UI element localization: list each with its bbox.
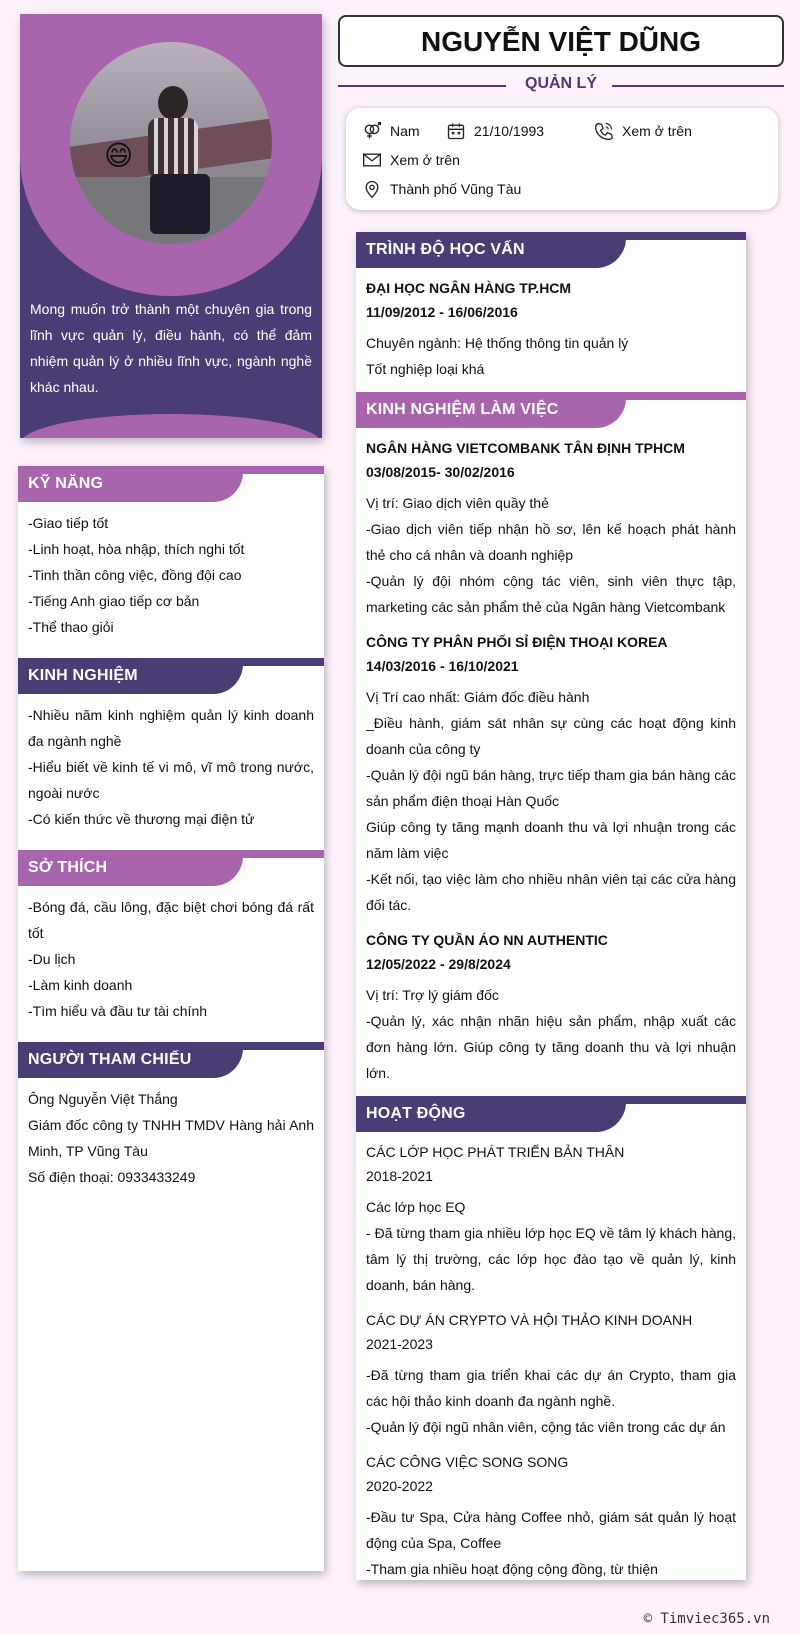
activities-section xyxy=(356,1096,746,1582)
address-value: Thành phố Vũng Tàu xyxy=(390,181,522,197)
school-name: ĐẠI HỌC NGÂN HÀNG TP.HCM xyxy=(366,280,572,296)
experience-summary-section xyxy=(18,658,324,832)
list-item: Tốt nghiệp loại khá xyxy=(366,361,485,377)
section-header xyxy=(356,232,746,268)
profile-bottom-arc xyxy=(20,414,322,438)
company-name: CÔNG TY PHÂN PHỐI SỈ ĐIỆN THOẠI KOREA xyxy=(366,634,668,650)
email-icon xyxy=(362,150,382,170)
list-item: -Thể thao giỏi xyxy=(28,619,114,635)
work-entry xyxy=(366,630,736,918)
contact-gender xyxy=(362,119,420,143)
education-date: 11/09/2012 - 16/06/2016 xyxy=(366,304,518,320)
section-header xyxy=(18,658,324,694)
work-entry xyxy=(366,436,736,620)
list-item: -Đầu tư Spa, Cửa hàng Coffee nhỏ, giám sát quản lý hoạt động của Spa, Coffee xyxy=(366,1509,736,1551)
list-item: -Nhiều năm kinh nghiệm quản lý kinh doanh đa ngành nghề xyxy=(28,707,314,749)
work-entry xyxy=(366,928,736,1086)
activity-entry xyxy=(366,1308,736,1440)
company-name: NGÂN HÀNG VIETCOMBANK TÂN ĐỊNH TPHCM xyxy=(366,440,685,456)
footer-watermark: © Timviec365.vn xyxy=(643,1611,770,1627)
company-name: CÔNG TY QUẦN ÁO NN AUTHENTIC xyxy=(366,932,608,948)
list-item: Vị trí: Giao dịch viên quầy thẻ xyxy=(366,495,549,511)
section-header xyxy=(356,1096,746,1132)
list-item: -Quản lý đội ngũ nhân viên, cộng tác viên trong các dự án xyxy=(366,1419,726,1435)
full-name: NGUYỄN VIỆT DŨNG xyxy=(420,26,702,57)
work-experience-section xyxy=(356,392,746,1086)
list-item: - Đã từng tham gia nhiều lớp học EQ về tâm lý khách hàng, tâm lý thị trường, các lớp học đào tạo về quản lý, kinh doanh, bán hàng. xyxy=(366,1225,736,1293)
activity-date: 2021-2023 xyxy=(366,1336,433,1352)
contact-box xyxy=(346,108,778,210)
list-item: Vị Trí cao nhất: Giám đốc điều hành xyxy=(366,689,590,705)
activity-name: CÁC LỚP HỌC PHÁT TRIỂN BẢN THÂN xyxy=(366,1144,625,1160)
activity-date: 2018-2021 xyxy=(366,1168,433,1184)
section-title: KINH NGHIỆM xyxy=(28,667,138,684)
work-date: 12/05/2022 - 29/8/2024 xyxy=(366,956,511,972)
list-item: -Tìm hiểu và đầu tư tài chính xyxy=(28,1003,208,1019)
section-header xyxy=(18,850,324,886)
section-title: TRÌNH ĐỘ HỌC VẤN xyxy=(366,241,525,258)
smile-emoji-icon: 😄 xyxy=(104,140,134,171)
role-line xyxy=(338,72,784,100)
name-box xyxy=(338,15,784,67)
list-item: -Làm kinh doanh xyxy=(28,977,133,993)
email-value: Xem ở trên xyxy=(390,152,460,168)
left-panel xyxy=(18,466,324,1571)
list-item: Các lớp học EQ xyxy=(366,1199,466,1215)
list-item: -Có kiến thức về thương mại điện tử xyxy=(28,811,255,827)
gender-value: Nam xyxy=(390,123,420,139)
list-item: -Giao tiếp tốt xyxy=(28,515,109,531)
section-header xyxy=(356,392,746,428)
career-objective: Mong muốn trở thành một chuyên gia trong lĩnh vực quản lý, điều hành, có thể đảm nhiệm quản lý ở nhiều lĩnh vực, ngành nghề khác nhau. xyxy=(30,301,312,395)
avatar xyxy=(70,42,272,244)
calendar-icon xyxy=(446,121,466,141)
section-title: NGƯỜI THAM CHIẾU xyxy=(28,1051,192,1068)
list-item: Vị trí: Trợ lý giám đốc xyxy=(366,987,499,1003)
list-item: Ông Nguyễn Việt Thắng xyxy=(28,1091,178,1107)
profile-card xyxy=(20,14,322,438)
list-item: -Quản lý đội nhóm cộng tác viên, sinh viên thực tập, marketing các sản phẩm thẻ của Ngân hàng Vietcombank xyxy=(366,573,736,615)
skills-section xyxy=(18,466,324,640)
section-header xyxy=(18,1042,324,1078)
education-entry xyxy=(366,276,736,382)
education-section xyxy=(356,232,746,382)
phone-value: Xem ở trên xyxy=(622,123,692,139)
list-item: _Điều hành, giám sát nhân sự cùng các hoạt động kinh doanh của công ty xyxy=(366,715,736,757)
list-item: -Quản lý, xác nhận nhãn hiệu sản phẩm, nhập xuất các đơn hàng lớn. Giúp công ty tăng doanh thu và lợi nhuận lớn. xyxy=(366,1013,736,1081)
list-item: -Giao dịch viên tiếp nhận hồ sơ, lên kế hoạch phát hành thẻ cho cá nhân và doanh nghiệp xyxy=(366,521,736,563)
activity-name: CÁC CÔNG VIỆC SONG SONG xyxy=(366,1454,569,1470)
work-date: 14/03/2016 - 16/10/2021 xyxy=(366,658,519,674)
list-item: Giám đốc công ty TNHH TMDV Hàng hải Anh Minh, TP Vũng Tàu xyxy=(28,1117,314,1159)
list-item: -Bóng đá, cầu lông, đặc biệt chơi bóng đá rất tốt xyxy=(28,899,314,941)
contact-phone xyxy=(594,119,692,143)
list-item: -Kết nối, tạo việc làm cho nhiều nhân viên tại các cửa hàng đối tác. xyxy=(366,871,736,913)
contact-email xyxy=(362,148,460,172)
location-pin-icon xyxy=(362,179,382,199)
activity-entry xyxy=(366,1450,736,1582)
activity-date: 2020-2022 xyxy=(366,1478,433,1494)
work-date: 03/08/2015- 30/02/2016 xyxy=(366,464,515,480)
gender-icon xyxy=(362,121,382,141)
list-item: -Đã từng tham gia triển khai các dự án Crypto, tham gia các hội thảo kinh doanh đa ngành nghề. xyxy=(366,1367,736,1409)
references-section xyxy=(18,1042,324,1190)
section-header xyxy=(18,466,324,502)
activity-entry xyxy=(366,1140,736,1298)
phone-icon xyxy=(594,121,614,141)
birthday-value: 21/10/1993 xyxy=(474,123,545,139)
contact-birthday xyxy=(446,119,544,143)
list-item: -Tiếng Anh giao tiếp cơ bản xyxy=(28,593,200,609)
hobbies-section xyxy=(18,850,324,1024)
list-item: -Linh hoạt, hòa nhập, thích nghi tốt xyxy=(28,541,245,557)
section-title: SỞ THÍCH xyxy=(28,859,108,876)
list-item: Giúp công ty tăng mạnh doanh thu và lợi nhuận trong các năm làm việc xyxy=(366,819,736,861)
section-title: HOẠT ĐỘNG xyxy=(366,1105,466,1122)
list-item: Chuyên ngành: Hệ thống thông tin quản lý xyxy=(366,335,629,351)
list-item: -Du lịch xyxy=(28,951,76,967)
list-item: -Hiểu biết về kinh tế vi mô, vĩ mô trong nước, ngoài nước xyxy=(28,759,314,801)
list-item: -Tham gia nhiều hoạt động cộng đồng, từ thiện xyxy=(366,1561,658,1577)
list-item: -Quản lý đội ngũ bán hàng, trực tiếp tham gia bán hàng các sản phẩm điện thoại Hàn Quốc xyxy=(366,767,736,809)
right-panel xyxy=(356,232,746,1580)
job-role: QUẢN LÝ xyxy=(525,75,597,92)
section-title: KINH NGHIỆM LÀM VIỆC xyxy=(366,401,559,418)
contact-address xyxy=(362,177,521,201)
list-item: Số điện thoại: 0933433249 xyxy=(28,1169,196,1185)
activity-name: CÁC DỰ ÁN CRYPTO VÀ HỘI THẢO KINH DOANH xyxy=(366,1312,693,1328)
list-item: -Tinh thần công việc, đồng đội cao xyxy=(28,567,242,583)
section-title: KỸ NĂNG xyxy=(28,475,104,492)
